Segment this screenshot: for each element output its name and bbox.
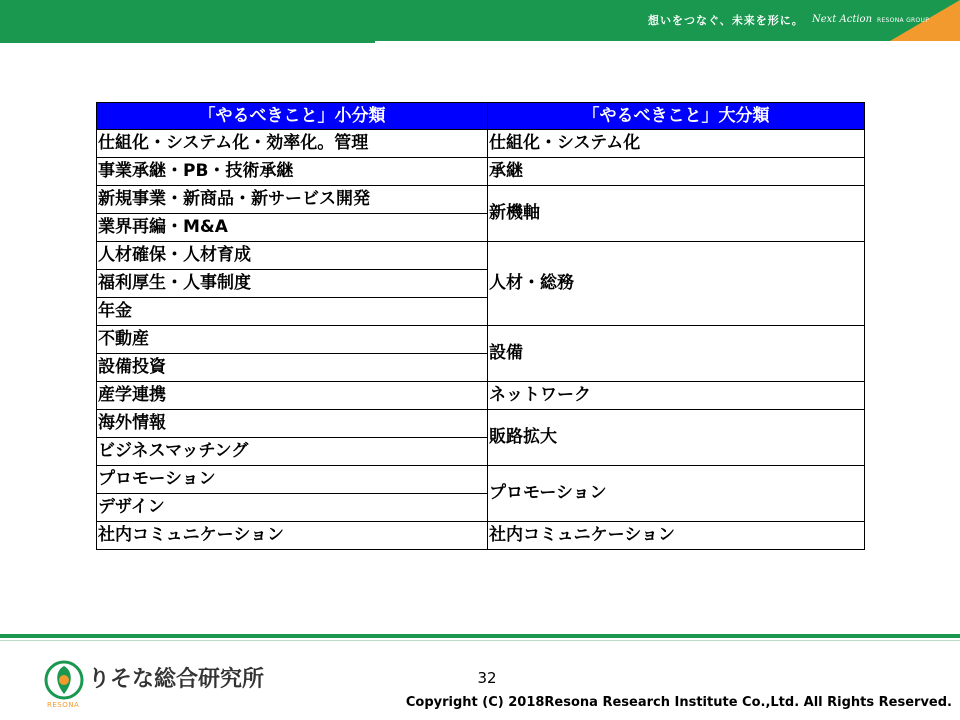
table-row — [97, 130, 865, 158]
small-category-cell: 新規事業・新商品・新サービス開発 — [97, 186, 488, 214]
brand-group-label: RESONA GROUP — [877, 17, 930, 24]
column-header-small: 「やるべきこと」小分類 — [97, 103, 488, 130]
page-number: 32 — [477, 669, 497, 687]
brand-script-logo: Next Action — [812, 14, 873, 25]
table-row — [97, 410, 865, 438]
small-category-cell: 設備投資 — [97, 354, 488, 382]
table-row — [97, 158, 865, 186]
large-category-cell: 設備 — [488, 326, 865, 382]
table-row — [97, 326, 865, 354]
small-category-cell: 海外情報 — [97, 410, 488, 438]
large-category-cell: 仕組化・システム化 — [488, 130, 865, 158]
small-category-cell: 産学連携 — [97, 382, 488, 410]
table-row — [97, 186, 865, 214]
small-category-cell: デザイン — [97, 494, 488, 522]
small-category-cell: 不動産 — [97, 326, 488, 354]
footer-divider-thin — [0, 640, 960, 641]
small-category-cell: 事業承継・PB・技術承継 — [97, 158, 488, 186]
small-category-cell: 福利厚生・人事制度 — [97, 270, 488, 298]
small-category-cell: 人材確保・人材育成 — [97, 242, 488, 270]
small-category-cell: 業界再編・M&A — [97, 214, 488, 242]
large-category-cell: ネットワーク — [488, 382, 865, 410]
resona-logo-icon — [44, 660, 84, 700]
table-row — [97, 382, 865, 410]
copyright-notice: Copyright (C) 2018Resona Research Institute Co.,Ltd. All Rights Reserved. — [405, 695, 952, 710]
large-category-cell: 承継 — [488, 158, 865, 186]
column-header-large: 「やるべきこと」大分類 — [488, 103, 865, 130]
large-category-cell: 新機軸 — [488, 186, 865, 242]
large-category-cell: 人材・総務 — [488, 242, 865, 326]
small-category-cell: 年金 — [97, 298, 488, 326]
large-category-cell: 販路拡大 — [488, 410, 865, 466]
small-category-cell: 社内コミュニケーション — [97, 522, 488, 550]
table-row — [97, 522, 865, 550]
table-row — [97, 242, 865, 270]
header-tagline: 想いをつなぐ、未来を形に。 — [648, 14, 804, 27]
category-table — [96, 102, 865, 550]
header-underline — [0, 41, 375, 43]
small-category-cell: 仕組化・システム化・効率化。管理 — [97, 130, 488, 158]
large-category-cell: 社内コミュニケーション — [488, 522, 865, 550]
logo-subtext: RESONA — [47, 701, 80, 709]
table-row — [97, 466, 865, 494]
large-category-cell: プロモーション — [488, 466, 865, 522]
small-category-cell: ビジネスマッチング — [97, 438, 488, 466]
footer-divider — [0, 634, 960, 638]
small-category-cell: プロモーション — [97, 466, 488, 494]
table-header-row — [97, 103, 865, 130]
company-name: りそな総合研究所 — [88, 667, 265, 692]
